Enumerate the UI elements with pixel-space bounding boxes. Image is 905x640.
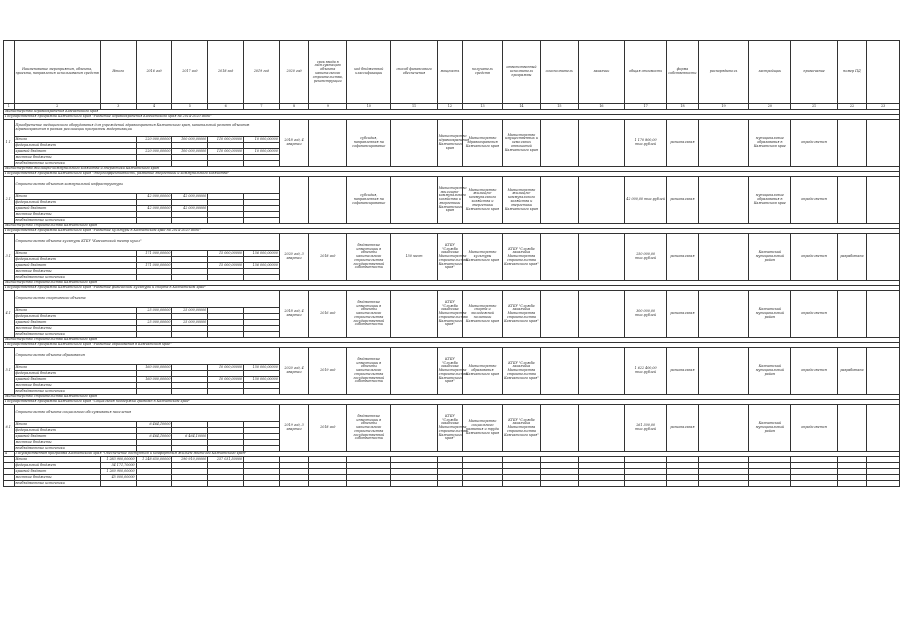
empty-cell	[867, 481, 900, 487]
empty-cell	[698, 120, 749, 167]
item-id: 5.1.	[4, 348, 15, 395]
empty-cell	[540, 234, 578, 281]
header-cell: 2020 год	[279, 41, 308, 104]
finance-value: 150 000,00000	[244, 365, 280, 371]
column-number-cell: 20	[749, 104, 791, 110]
header-cell: 2017 год	[172, 41, 208, 104]
recipient-cell: КГБУ "Служба заказчика Министерства строительства Камчатского края"	[437, 405, 462, 452]
empty-cell	[279, 481, 308, 487]
program-title: Государственная программа Камчатского края "Энергоэффективность, развитие энергетики и коммунального хозяйства"	[4, 172, 900, 177]
program-title: Государственная программа Камчатского края "Развитие образования в Камчатском крае"	[4, 343, 900, 348]
cost-cell: 1 622 400,00 тыс.рублей	[625, 348, 667, 395]
section-title: Министерство строительства Камчатского края	[4, 395, 900, 400]
header-cell: заказчик	[578, 41, 624, 104]
finance-value: 42 000,00000	[172, 206, 208, 212]
finance-label: краевой бюджет	[14, 434, 136, 440]
note-cell: разработана	[837, 348, 866, 395]
finance-label: внебюджетные источники	[14, 218, 136, 224]
finance-value: 156 000,00000	[244, 263, 280, 269]
item-id: 1.1.	[4, 120, 15, 167]
header-cell: получатель средств	[462, 41, 502, 104]
column-number-cell: 23	[867, 104, 900, 110]
empty-cell	[625, 481, 667, 487]
note-cell	[837, 177, 866, 224]
finance-value: 171 000,00000	[136, 251, 172, 257]
column-number-cell: 7	[244, 104, 280, 110]
empty-cell	[578, 405, 624, 452]
ownership-cell: региональная	[667, 405, 699, 452]
empty-cell	[540, 348, 578, 395]
finance-value: 290 910,00000	[172, 457, 208, 463]
builder-cell: определяется	[791, 234, 837, 281]
header-cell: распорядитель	[698, 41, 749, 104]
term-cell: 2018 год, 4 квартал	[279, 120, 308, 167]
finance-label: Итого	[14, 365, 136, 371]
start-cell	[309, 177, 347, 224]
column-number-cell: 8	[279, 104, 308, 110]
capacity-cell	[391, 348, 437, 395]
header-cell: 2016 год	[136, 41, 172, 104]
builder-cell: определяется	[791, 177, 837, 224]
description-row	[4, 405, 900, 422]
column-number-cell: 3	[100, 104, 136, 110]
method-cell: бюджетные инвестиции в объекты капитального строительства государственной собственности	[347, 405, 391, 452]
recipient-cell: Министерство жилищно-коммунального хозяйства и энергетики Камчатского края	[437, 177, 462, 224]
column-number-cell: 21	[791, 104, 837, 110]
section-title: Министерство здравоохранения Камчатского края	[4, 110, 900, 115]
capacity-cell	[391, 405, 437, 452]
empty-cell	[578, 481, 624, 487]
recipient-cell: КГБУ "Служба заказчика Министерства строительства Камчатского края"	[437, 291, 462, 338]
coexec-cell: Министерство жилищно-коммунального хозяйства и энергетики Камчатского края	[502, 177, 540, 224]
cost-cell: 261 300,00 тыс.рублей	[625, 405, 667, 452]
finance-label: краевой бюджет	[14, 263, 136, 269]
table-body	[4, 110, 900, 487]
empty-cell	[791, 481, 837, 487]
finance-value: 42 000,00000	[172, 194, 208, 200]
description-row	[4, 348, 900, 365]
header-cell: застройщик	[749, 41, 791, 104]
finance-label: местные бюджеты	[14, 269, 136, 275]
column-number-cell: 4	[136, 104, 172, 110]
term-cell: 2019 год, 3 квартал	[279, 405, 308, 452]
method-cell: бюджетные инвестиции в объекты капитального строительства государственной собственности	[347, 234, 391, 281]
empty-cell	[578, 234, 624, 281]
finance-value: 1 283 900,00000	[100, 457, 136, 463]
finance-label: федеральный бюджет	[14, 143, 136, 149]
finance-value: 160 000,00000	[136, 377, 172, 383]
total-finance-row	[4, 481, 900, 487]
description-row	[4, 291, 900, 308]
empty-cell	[667, 481, 699, 487]
finance-value: 42 000,00000	[136, 194, 172, 200]
finance-value: 6 464,10000	[172, 434, 208, 440]
ownership-cell: региональная	[667, 291, 699, 338]
finance-value: 1 260 900,00000	[100, 469, 136, 475]
section-title: Министерство строительства Камчатского края	[4, 281, 900, 286]
column-number-cell: 9	[309, 104, 347, 110]
finance-value: 6 464,10000	[136, 422, 172, 428]
capacity-cell	[391, 120, 437, 167]
document-sheet	[3, 40, 900, 618]
finance-value: 10 000,00000	[244, 137, 280, 143]
column-number-cell: 5	[172, 104, 208, 110]
method-cell: субсидия, направленная на софинансирование	[347, 120, 391, 167]
empty-cell	[867, 348, 900, 395]
finance-label: местные бюджеты	[14, 383, 136, 389]
builder-cell: определяется	[791, 405, 837, 452]
header-cell: соисполнитель	[540, 41, 578, 104]
manager-cell: Камчатский муниципальный район	[749, 348, 791, 395]
header-cell: 2019 год	[244, 41, 280, 104]
item-description: Приобретение медицинского оборудования для учреждений здравоохранения Камчатского края, капитальный ремонт объектов здравоохранения в рамках реализации программы модернизации	[14, 120, 279, 137]
empty-cell	[347, 481, 391, 487]
header-cell: форма собственности	[667, 41, 699, 104]
ownership-cell: региональная	[667, 177, 699, 224]
manager-cell: Камчатский муниципальный район	[749, 234, 791, 281]
header-cell: мощность	[437, 41, 462, 104]
empty-cell	[867, 120, 900, 167]
finance-value: 10 000,00000	[208, 377, 244, 383]
finance-label: местные бюджеты	[14, 475, 100, 481]
header-cell: 2018 год	[208, 41, 244, 104]
finance-value	[136, 481, 172, 487]
finance-value: 100 000,00000	[172, 137, 208, 143]
cost-cell: 250 000,00 тыс.рублей	[625, 234, 667, 281]
item-description: Строительство объектов коммунальной инфраструктуры	[14, 177, 279, 194]
finance-label: внебюджетные источники	[14, 161, 136, 167]
item-id: 6.1.	[4, 405, 15, 452]
header-cell: ответственный исполнитель программы	[502, 41, 540, 104]
header-cell: примечание	[791, 41, 837, 104]
responsible-cell: Министерство культуры Камчатского края	[462, 234, 502, 281]
empty-cell	[391, 481, 437, 487]
column-number-cell: 6	[208, 104, 244, 110]
item-description: Строительство спортивного объекта	[14, 291, 279, 308]
finance-value: 110 000,00000	[208, 137, 244, 143]
header-cell: Наименование мероприятия, объекта, проекта, направления использования средств	[14, 41, 100, 104]
program-title: Государственная программа Камчатского края "Социальная поддержка граждан в Камчатском крае"	[4, 400, 900, 405]
finance-label: краевой бюджет	[14, 469, 100, 475]
empty-cell	[540, 405, 578, 452]
finance-label: Итого	[14, 194, 136, 200]
recipient-cell: КГБУ "Служба заказчика Министерства строительства Камчатского края"	[437, 234, 462, 281]
finance-value	[172, 481, 208, 487]
finance-label: краевой бюджет	[14, 149, 136, 155]
column-number-cell: 18	[667, 104, 699, 110]
column-number-cell: 11	[391, 104, 437, 110]
finance-label: Итого	[14, 308, 136, 314]
responsible-cell: Министерство спорта и молодежной политики Камчатского края	[462, 291, 502, 338]
term-cell: 2020 год, 3 квартал	[279, 234, 308, 281]
item-id: 3.1.	[4, 234, 15, 281]
ownership-cell: региональная	[667, 234, 699, 281]
finance-value: 10 000,00000	[244, 149, 280, 155]
recipient-cell: Министерство здравоохранения Камчатского края	[437, 120, 462, 167]
empty-cell	[244, 481, 280, 487]
finance-label: краевой бюджет	[14, 206, 136, 212]
finance-label: внебюджетные источники	[14, 446, 136, 452]
finance-value: 220 000,00000	[136, 149, 172, 155]
column-number-cell: 10	[347, 104, 391, 110]
total-id: 4	[4, 452, 15, 457]
empty-cell	[837, 481, 866, 487]
finance-value	[100, 481, 136, 487]
header-cell: код бюджетной классификации	[347, 41, 391, 104]
finance-value: 171 000,00000	[136, 263, 172, 269]
empty-cell	[578, 348, 624, 395]
empty-cell	[578, 177, 624, 224]
responsible-cell: Министерство жилищно-коммунального хозяйства и энергетики Камчатского края	[462, 177, 502, 224]
finance-value: 100 000,00000	[172, 149, 208, 155]
investment-table	[3, 40, 900, 487]
header-cell: срок ввода в эксплуатацию объекта капитального строительства, реконструкции	[309, 41, 347, 104]
finance-value: 54 171,70000	[100, 463, 136, 469]
item-id: 4.1.	[4, 291, 15, 338]
program-title: Государственная программа Камчатского края "Развитие культуры в Камчатском крае на 2014-2020 годы"	[4, 229, 900, 234]
finance-value: 25 000,00000	[172, 308, 208, 314]
column-number-cell: 14	[502, 104, 540, 110]
header-row	[4, 41, 900, 104]
finance-label: местные бюджеты	[14, 440, 136, 446]
empty-cell	[867, 234, 900, 281]
header-cell: общая стоимость	[625, 41, 667, 104]
term-cell	[279, 177, 308, 224]
column-number-cell: 13	[462, 104, 502, 110]
ownership-cell: региональная	[667, 120, 699, 167]
empty-cell	[502, 481, 540, 487]
method-cell: бюджетные инвестиции в объекты капитального строительства государственной собственности	[347, 291, 391, 338]
method-cell: субсидия, направленная на софинансирование	[347, 177, 391, 224]
description-row	[4, 234, 900, 251]
capacity-cell	[391, 177, 437, 224]
empty-cell	[698, 481, 749, 487]
ownership-cell: региональная	[667, 348, 699, 395]
empty-cell	[437, 481, 462, 487]
section-title: Министерство строительства Камчатского края	[4, 338, 900, 343]
finance-value: 220 000,00000	[136, 137, 172, 143]
responsible-cell: Министерство социального развития и труда Камчатского края	[462, 405, 502, 452]
finance-label: Итого	[14, 251, 136, 257]
finance-value: 150 000,00000	[244, 377, 280, 383]
section-title: Министерство жилищно-коммунального хозяйства и энергетики Камчатского края	[4, 167, 900, 172]
note-cell	[837, 120, 866, 167]
cost-cell: 1 170 800,00 тыс.рублей	[625, 120, 667, 167]
finance-value: 257 031,50000	[208, 457, 244, 463]
finance-label: Итого	[14, 422, 136, 428]
method-cell: бюджетные инвестиции в объекты капитального строительства государственной собственности	[347, 348, 391, 395]
builder-cell: определяется	[791, 120, 837, 167]
coexec-cell: Министерство имущественных и земельных отношений Камчатского края	[502, 120, 540, 167]
program-title: Государственная программа Камчатского края "Развитие физической культуры и спорта в Камчатском крае"	[4, 286, 900, 291]
term-cell: 2018 год, 4 квартал	[279, 291, 308, 338]
empty-cell	[698, 405, 749, 452]
finance-value	[208, 481, 244, 487]
header-cell: Итого	[100, 41, 136, 104]
empty-cell	[540, 481, 578, 487]
empty-cell	[540, 120, 578, 167]
finance-value: 1 248 650,00000	[136, 457, 172, 463]
column-number-cell: 19	[698, 104, 749, 110]
column-number-cell: 16	[578, 104, 624, 110]
finance-value: 25 000,00000	[136, 320, 172, 326]
column-number-cell: 15	[540, 104, 578, 110]
empty-cell	[578, 291, 624, 338]
coexec-cell: КГБУ "Служба заказчика Министерства строительства Камчатского края"	[502, 291, 540, 338]
finance-label: местные бюджеты	[14, 326, 136, 332]
responsible-cell: Министерство образования Камчатского края	[462, 348, 502, 395]
empty-cell	[867, 291, 900, 338]
finance-label: местные бюджеты	[14, 155, 136, 161]
finance-label: внебюджетные источники	[14, 389, 136, 395]
manager-cell: Камчатский муниципальный район	[749, 291, 791, 338]
start-cell	[309, 120, 347, 167]
capacity-cell: 150 мест	[391, 234, 437, 281]
empty-cell	[462, 481, 502, 487]
finance-label: Итого	[14, 137, 136, 143]
start-cell: 2019 год	[309, 348, 347, 395]
empty-cell	[540, 291, 578, 338]
empty-cell	[309, 481, 347, 487]
section-title: Министерство строительства Камчатского края	[4, 224, 900, 229]
finance-value: 25 000,00000	[172, 320, 208, 326]
recipient-cell: КГБУ "Служба заказчика Министерства строительства Камчатского края"	[437, 348, 462, 395]
program-title: Государственная программа Камчатского края "Развитие здравоохранения Камчатского края на 2014-2020 годы"	[4, 115, 900, 120]
note-cell	[837, 291, 866, 338]
finance-label: внебюджетные источники	[14, 332, 136, 338]
finance-label: внебюджетные источники	[14, 275, 136, 281]
finance-value: 6 464,10000	[136, 434, 172, 440]
item-description: Строительство объекта культуры КГБУ "Камчатский театр кукол"	[14, 234, 279, 251]
manager-cell: муниципальные образования в Камчатском крае	[749, 120, 791, 167]
finance-label: краевой бюджет	[14, 377, 136, 383]
empty-cell	[867, 177, 900, 224]
start-cell: 2016 год	[309, 291, 347, 338]
finance-value: 10 000,00000	[208, 365, 244, 371]
finance-label: внебюджетные источники	[14, 481, 100, 487]
column-number-cell: 12	[437, 104, 462, 110]
empty-cell	[578, 120, 624, 167]
cost-cell: 42 000,00 тыс.рублей	[625, 177, 667, 224]
item-id: 2.1.	[4, 177, 15, 224]
column-number-cell: 1	[4, 104, 15, 110]
finance-value: 25 000,00000	[136, 308, 172, 314]
finance-label: федеральный бюджет	[14, 314, 136, 320]
empty-cell	[698, 234, 749, 281]
finance-label: краевой бюджет	[14, 320, 136, 326]
note-cell	[837, 405, 866, 452]
finance-value: 160 000,00000	[136, 365, 172, 371]
header-cell: способ финансового обеспечения	[391, 41, 437, 104]
empty-cell	[698, 291, 749, 338]
column-number-cell: 22	[837, 104, 866, 110]
finance-value: 45 000,00000	[100, 475, 136, 481]
coexec-cell: КГБУ "Служба заказчика Министерства строительства Камчатского края"	[502, 234, 540, 281]
manager-cell: Камчатский муниципальный район	[749, 405, 791, 452]
builder-cell: определяется	[791, 348, 837, 395]
finance-label: федеральный бюджет	[14, 200, 136, 206]
finance-value: 42 000,00000	[136, 206, 172, 212]
description-row	[4, 120, 900, 137]
empty-cell	[749, 481, 791, 487]
finance-value: 15 000,00000	[208, 263, 244, 269]
empty-cell	[4, 481, 15, 487]
term-cell: 2020 год, 4 квартал	[279, 348, 308, 395]
item-description: Строительство объекта социального обслуживания населения	[14, 405, 279, 422]
total-program-title: Государственная программа Камчатского края "Обеспечение доступным и комфортным жильем жителей Камчатского края"	[14, 452, 899, 457]
finance-label: местные бюджеты	[14, 212, 136, 218]
column-number-cell: 17	[625, 104, 667, 110]
header-cell: номер ПД	[837, 41, 866, 104]
empty-cell	[698, 177, 749, 224]
empty-cell	[698, 348, 749, 395]
finance-label: Итого	[14, 457, 100, 463]
finance-label: федеральный бюджет	[14, 257, 136, 263]
coexec-cell: КГБУ "Служба заказчика Министерства строительства Камчатского края"	[502, 348, 540, 395]
finance-label: федеральный бюджет	[14, 371, 136, 377]
manager-cell: муниципальные образования в Камчатском крае	[749, 177, 791, 224]
cost-cell: 300 000,00 тыс.рублей	[625, 291, 667, 338]
empty-cell	[867, 405, 900, 452]
finance-value: 15 000,00000	[208, 251, 244, 257]
coexec-cell: КГБУ "Служба заказчика Министерства строительства Камчатского края"	[502, 405, 540, 452]
start-cell: 2018 год	[309, 405, 347, 452]
empty-cell	[540, 177, 578, 224]
item-description: Строительство объекта образования	[14, 348, 279, 365]
builder-cell: определяется	[791, 291, 837, 338]
capacity-cell	[391, 291, 437, 338]
note-cell: разработана	[837, 234, 866, 281]
finance-label: федеральный бюджет	[14, 463, 100, 469]
column-number-cell: 2	[14, 104, 100, 110]
responsible-cell: Министерство здравоохранения Камчатского края	[462, 120, 502, 167]
finance-label: федеральный бюджет	[14, 428, 136, 434]
finance-value: 156 000,00000	[244, 251, 280, 257]
start-cell: 2018 год	[309, 234, 347, 281]
finance-value: 110 000,00000	[208, 149, 244, 155]
description-row	[4, 177, 900, 194]
